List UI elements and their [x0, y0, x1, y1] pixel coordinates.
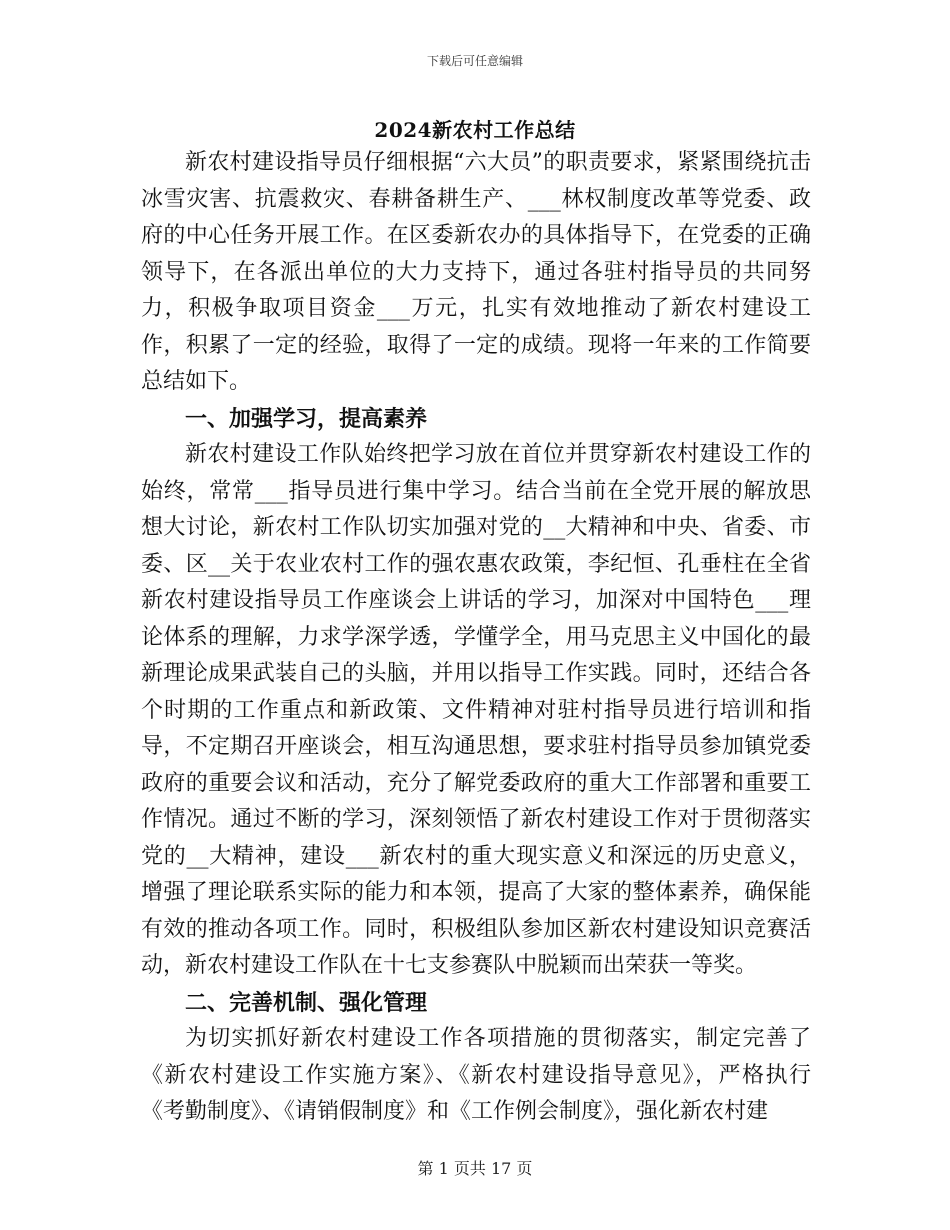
page-header-note: 下载后可任意编辑: [426, 54, 523, 68]
section-heading-1: 一、加强学习，提高素养: [185, 405, 428, 432]
section-heading-2: 二、完善机制、强化管理: [185, 989, 428, 1016]
paragraph-section-1: 新农村建设工作队始终把学习放在首位并贯穿新农村建设工作的始终，常常___指导员进行集中学习。结合当前在全党开展的解放思想大讨论，新农村工作队切实加强对党的__大精神和中央、省委、市委、区__关于农业农村工作的强农惠农政策，李纪恒、孔垂柱在全省新农村建设指导员工作座谈会上讲话的学习，加深对中国特色___理论体系的理解，力求学深学透，学懂学全，用马克思主义中国化的最新理论成果武装自己的头脑，并用以指导工作实践。同时，还结合各个时期的工作重点和新政策、文件精神对驻村指导员进行培训和指导，不定期召开座谈会，相互沟通思想，要求驻村指导员参加镇党委政府的重要会议和活动，充分了解党委政府的重大工作部署和重要工作情况。通过不断的学习，深刻领悟了新农村建设工作对于贯彻落实党的__大精神，建设___新农村的重大现实意义和深远的历史意义，增强了理论联系实际的能力和本领，提高了大家的整体素养，确保能有效的推动各项工作。同时，积极组队参加区新农村建设知识竞赛活动，新农村建设工作队在十七支参赛队中脱颖而出荣获一等奖。: [141, 442, 811, 978]
paragraph-intro: 新农村建设指导员仔细根据“六大员”的职责要求，紧紧围绕抗击冰雪灾害、抗震救灾、春耕备耕生产、___林权制度改革等党委、政府的中心任务开展工作。在区委新农办的具体指导下，在党委的正确领导下，在各派出单位的大力支持下，通过各驻村指导员的共同努力，积极争取项目资金___万元，扎实有效地推动了新农村建设工作，积累了一定的经验，取得了一定的成绩。现将一年来的工作简要总结如下。: [141, 150, 811, 394]
document-body: [141, 145, 811, 1131]
document-title: 2024新农村工作总结: [374, 118, 576, 142]
paragraph-section-2: 为切实抓好新农村建设工作各项措施的贯彻落实，制定完善了《新农村建设工作实施方案》、《新农村建设指导意见》，严格执行《考勤制度》、《请销假制度》和《工作例会制度》，强化新农村建: [141, 1026, 811, 1124]
page-footer-number: 第 1 页共 17 页: [417, 1159, 533, 1178]
